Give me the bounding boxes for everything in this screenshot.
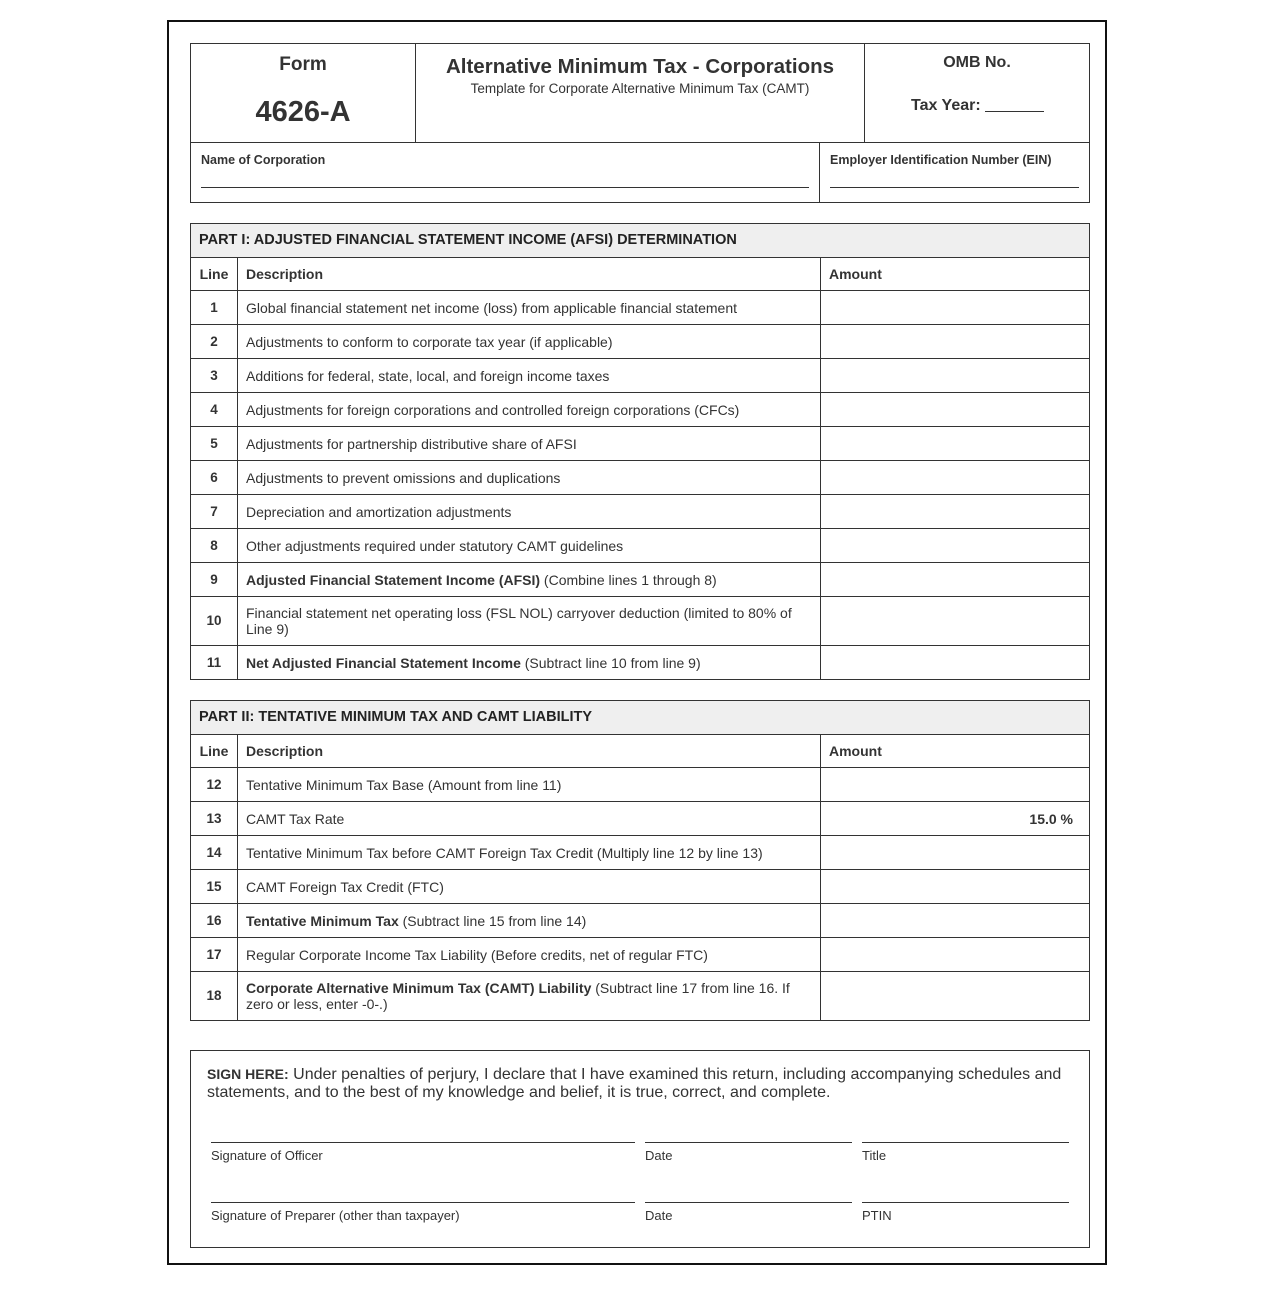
amount-field[interactable] [821,938,1090,972]
line-description-text: Adjustments for foreign corporations and controlled foreign corporations (CFCs) [246,401,740,418]
line-description-text: (Combine lines 1 through 8) [540,571,717,588]
table-row [191,938,1089,972]
line-description [238,768,821,802]
amount-field[interactable] [821,646,1090,680]
amount-field[interactable] [821,325,1090,359]
amount-field[interactable] [821,563,1090,597]
line-number: 12 [191,768,238,802]
table-row [191,836,1089,870]
part-2-section [190,700,1090,1021]
line-number: 14 [191,836,238,870]
ein-field[interactable] [830,187,1079,188]
line-description-text: (Subtract line 10 from line 9) [520,654,701,671]
form-number: 4626-A [255,96,351,128]
line-description [238,597,821,646]
table-row [191,870,1089,904]
line-description [238,938,821,972]
form-title: Alternative Minimum Tax - Corporations [445,55,835,78]
amount-field[interactable] [821,836,1090,870]
preparer-ptin-field[interactable] [862,1202,1069,1203]
line-number: 7 [191,495,238,529]
line-description-text: Global financial statement net income (loss) from applicable financial statement [246,299,738,316]
omb-label: OMB No. [943,54,1011,71]
line-description [238,427,821,461]
line-description-bold: Adjusted Financial Statement Income (AFSI) [246,571,541,588]
part-2-header-row [191,735,1089,768]
line-number: 2 [191,325,238,359]
line-description [238,563,821,597]
line-number: 15 [191,870,238,904]
amount-field[interactable] [821,972,1090,1021]
line-description-text: CAMT Tax Rate [246,810,345,827]
table-row [191,529,1089,563]
form-label: Form [279,54,327,75]
line-description [238,325,821,359]
line-number: 4 [191,393,238,427]
line-number: 3 [191,359,238,393]
amount-field[interactable] [821,461,1090,495]
part-1-table [191,258,1089,679]
omb-cell [865,44,1089,142]
line-description [238,870,821,904]
part-1-title: PART I: ADJUSTED FINANCIAL STATEMENT INCOME (AFSI) DETERMINATION [191,224,1089,258]
col-line-header: Line [191,258,238,291]
line-description [238,291,821,325]
line-description [238,904,821,938]
table-row [191,461,1089,495]
tax-year-label: Tax Year: [911,97,981,114]
amount-field[interactable]: 15.0 % [821,802,1090,836]
line-description [238,529,821,563]
ein-label: Employer Identification Number (EIN) [830,153,1052,167]
amount-field[interactable] [821,597,1090,646]
table-row [191,768,1089,802]
amount-field[interactable] [821,427,1090,461]
part-2-table [191,735,1089,1020]
line-description [238,646,821,680]
col-description-header: Description [238,258,821,291]
part-1-header-row [191,258,1089,291]
line-number: 10 [191,597,238,646]
line-description-text: Other adjustments required under statutory CAMT guidelines [246,537,624,554]
part-2-title: PART II: TENTATIVE MINIMUM TAX AND CAMT LIABILITY [191,701,1089,735]
line-description [238,393,821,427]
line-description [238,972,821,1021]
table-row [191,904,1089,938]
line-description-text: Financial statement net operating loss (FSL NOL) carryover deduction (limited to 80% of Line 9) [246,605,792,637]
amount-field[interactable] [821,359,1090,393]
line-description-text: Adjustments for partnership distributive share of AFSI [246,435,577,452]
preparer-date-label: Date [645,1208,673,1223]
amount-field[interactable] [821,495,1090,529]
line-number: 11 [191,646,238,680]
line-description [238,836,821,870]
table-row [191,495,1089,529]
preparer-ptin-label: PTIN [862,1208,892,1223]
line-number: 13 [191,802,238,836]
amount-field[interactable] [821,393,1090,427]
name-label: Name of Corporation [201,153,326,167]
line-number: 8 [191,529,238,563]
line-description-text: (Subtract line 17 from line 16. If zero or less, enter -0-.) [246,980,790,1012]
line-description-text: Adjustments to conform to corporate tax year (if applicable) [246,333,613,350]
declaration-text: Under penalties of perjury, I declare that I have examined this return, including accompanying schedules and statements, and to the best of my knowledge and belief, it is true, correct, and complete. [207,1066,1062,1101]
line-description-bold: Net Adjusted Financial Statement Income [246,654,521,671]
table-row [191,563,1089,597]
line-description-bold: Corporate Alternative Minimum Tax (CAMT) Liability [246,980,592,996]
officer-signature-label: Signature of Officer [211,1148,323,1163]
line-description [238,495,821,529]
form-subtitle: Template for Corporate Alternative Minimum Tax (CAMT) [470,81,810,96]
signature-section [190,1050,1090,1248]
form-title-cell [416,44,865,142]
amount-field[interactable] [821,768,1090,802]
header-fields-row [191,143,1089,202]
line-number: 1 [191,291,238,325]
line-description-text: (Subtract line 15 from line 14) [398,912,587,929]
table-row [191,802,1089,836]
form-header [190,43,1090,203]
table-row [191,359,1089,393]
table-row [191,427,1089,461]
sign-here-heading: SIGN HERE: [207,1066,289,1082]
preparer-date-field[interactable] [645,1202,852,1203]
preparer-signature-field[interactable] [211,1202,635,1203]
preparer-signature-label: Signature of Preparer (other than taxpayer) [211,1208,460,1223]
table-row [191,972,1089,1021]
line-number: 6 [191,461,238,495]
officer-date-field[interactable] [645,1142,852,1143]
line-description-text: CAMT Foreign Tax Credit (FTC) [246,878,444,895]
header-top-row [191,44,1089,143]
line-number: 9 [191,563,238,597]
line-number: 18 [191,972,238,1021]
line-description [238,802,821,836]
table-row [191,393,1089,427]
col-description-header: Description [238,735,821,768]
col-amount-header: Amount [829,266,882,282]
line-description-text: Regular Corporate Income Tax Liability (Before credits, net of regular FTC) [246,946,708,963]
line-description [238,359,821,393]
table-row [191,597,1089,646]
col-line-header: Line [191,735,238,768]
tax-year-field[interactable] [985,111,1044,112]
name-cell [191,143,820,202]
amount-field[interactable] [821,904,1090,938]
line-number: 16 [191,904,238,938]
line-number: 5 [191,427,238,461]
line-description-text: Adjustments to prevent omissions and duplications [246,469,561,486]
line-description-text: Tentative Minimum Tax Base (Amount from line 11) [246,776,562,793]
table-row [191,291,1089,325]
form-id-cell [191,44,416,142]
line-description-text: Depreciation and amortization adjustments [246,503,512,520]
amount-field[interactable] [821,291,1090,325]
officer-title-field[interactable] [862,1142,1069,1143]
line-description [238,461,821,495]
col-amount-header: Amount [829,743,882,759]
officer-title-label: Title [862,1148,887,1163]
amount-field[interactable] [821,870,1090,904]
officer-signature-field[interactable] [211,1142,635,1143]
table-row [191,325,1089,359]
officer-date-label: Date [645,1148,673,1163]
line-description-text: Additions for federal, state, local, and foreign income taxes [246,367,610,384]
perjury-declaration [207,1065,1077,1102]
amount-field[interactable] [821,529,1090,563]
table-row [191,646,1089,680]
form-page [167,20,1107,1265]
line-number: 17 [191,938,238,972]
part-1-section [190,223,1090,680]
name-field[interactable] [201,187,809,188]
ein-cell [820,143,1089,202]
line-description-text: Tentative Minimum Tax before CAMT Foreign Tax Credit (Multiply line 12 by line 13) [246,844,763,861]
line-description-bold: Tentative Minimum Tax [246,912,399,929]
